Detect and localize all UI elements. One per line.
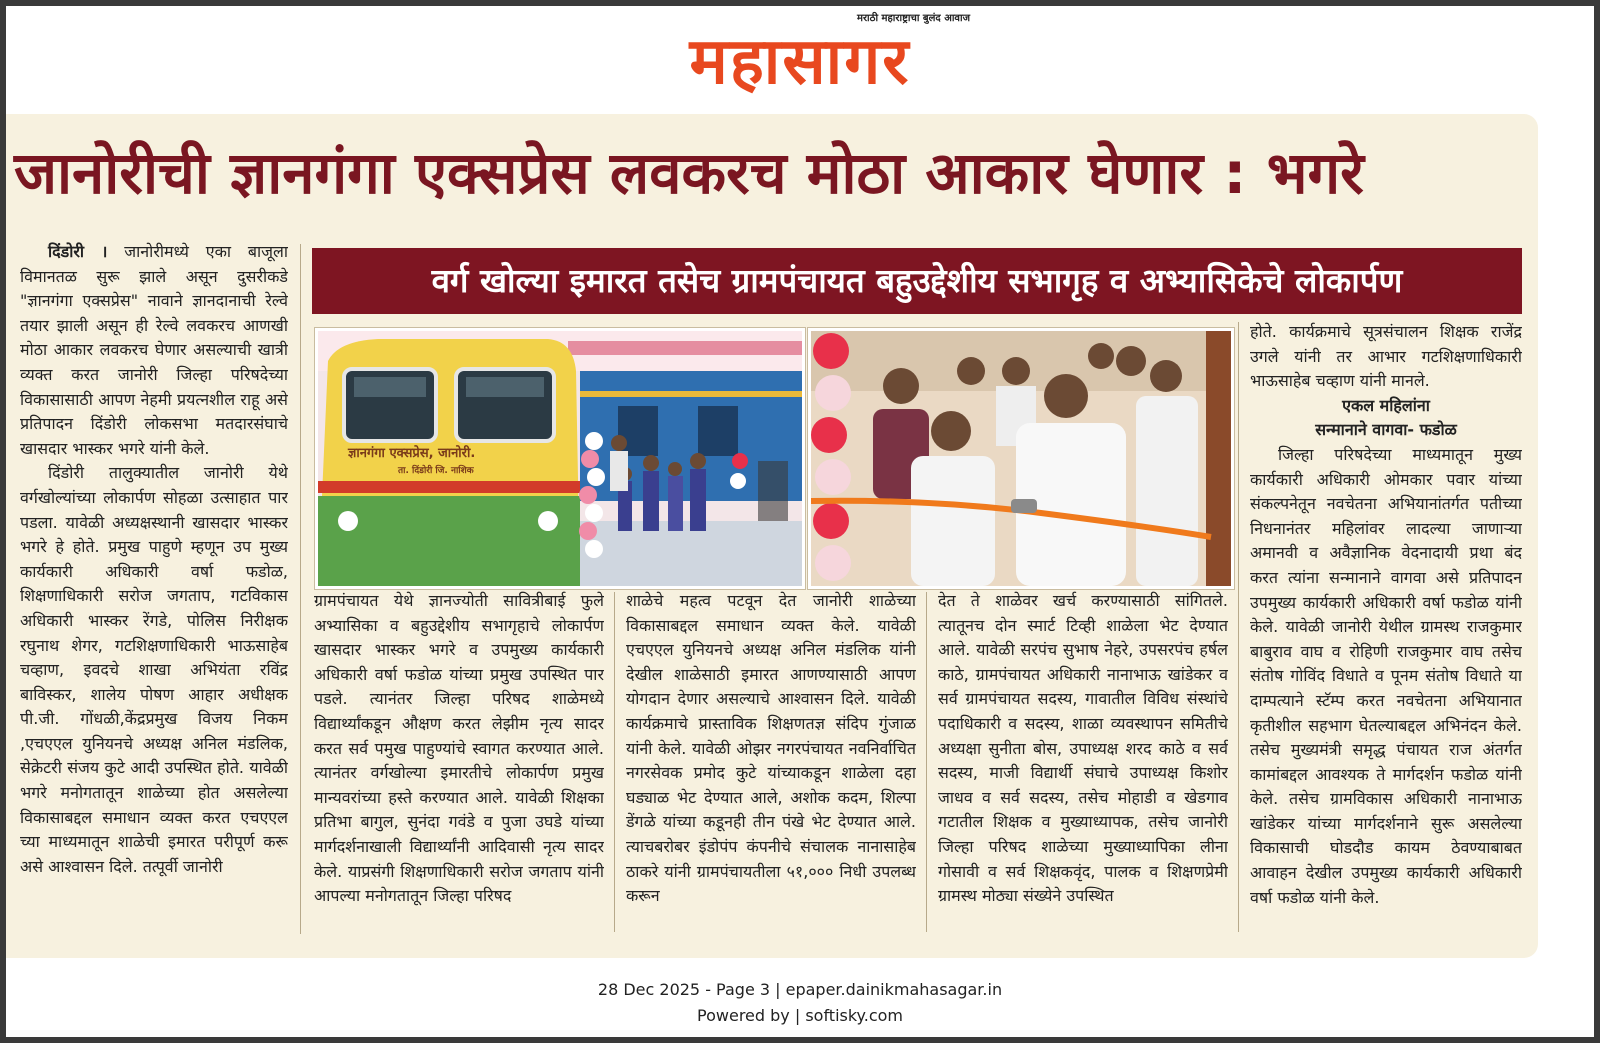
column-text: जानोरीमध्ये एका बाजूला विमानतळ सुरू झाले असून दुसरीकडे "ज्ञानगंगा एक्सप्रेस" नावाने ज्ञानदानाची रेल्वे तयार झाली असून ही रेल्वे लवकरच आणखी मोठा आकार लवकरच घेणार असल्याची खात्री व्यक्त करत जानोरी जिल्हा परिषदेच्या विकासासाठी आपण नेहमी प्रयत्नशील राहू असे प्रतिपादन दिंडोरी लोकसभा मतदारसंघाचे खासदार भास्कर भगरे यांनी केले. [20,242,288,458]
dateline: दिंडोरी । [48,242,108,261]
section-subtitle: एकल महिलांना [1342,395,1430,415]
column-divider [300,244,301,934]
column-paragraph: होते. कार्यक्रमाचे सूत्रसंचालन शिक्षक राजेंद्र उगले यांनी तर आभार गटशिक्षणाधिकारी भाऊसाहेब चव्हाण यांनी मानले. [1250,322,1522,391]
ribbon-cutting-image [811,331,1231,586]
column-divider [1238,322,1239,932]
train-school-image [318,331,802,586]
footer-powered-by: Powered by | softisky.com [697,1006,903,1025]
column-divider [614,592,615,932]
column-paragraph: जिल्हा परिषदेच्या माध्यमातून मुख्य कार्यकारी अधिकारी ओमकार पवार यांच्या संकल्पनेतून नवचेतना अभियानांतर्गत पतीच्या निधनानंतर महिलांवर लादल्या जाणाऱ्या अमानवी व अवैज्ञानिक वेदनादायी प्रथा बंद करत त्यांना सन्मानाने वागवा असे प्रतिपादन उपमुख्य कार्यकारी अधिकारी वर्षा फडोळ यांनी केले. यावेळी जानोरी येथील ग्रामस्थ राजकुमार बाबुराव वाघ व रोहिणी राजकुमार वाघ तसेच संतोष गोविंद विधाते व पूनम संतोष विधाते या दाम्पत्याने स्टॅम्प करत नवचेतना अभियानात कृतीशील सहभाग घेतल्याबद्दल अभिनंदन केले. तसेच मुख्यमंत्री समृद्ध पंचायत राज अंतर्गत कामांबद्दल आवश्यक ते मार्गदर्शन फडोळ यांनी केले. तसेच ग्रामविकास अधिकारी नानाभाऊ खांडेकर यांच्या मार्गदर्शनाने सुरू असलेल्या विकासाची घोडदौड कायम ठेवण्याबाबत आवाहन देखील उपमुख्य कार्यकारी अधिकारी वर्षा फडोळ यांनी केले. [1250,444,1522,907]
article-column-4 [938,589,1228,939]
ribbon-cutting-photo [808,328,1234,589]
newspaper-logo: महासागर [689,25,911,99]
train-school-photo [315,328,805,589]
train-sign-text: ज्ञानगंगा एक्सप्रेस, जानोरी. [348,446,476,461]
article-column-2 [314,589,604,939]
article-column-1 [20,240,288,940]
masthead [630,8,970,108]
footer-page-info: 28 Dec 2025 - Page 3 | epaper.dainikmahasagar.in [597,980,1003,999]
column-paragraph: देत ते शाळेवर खर्च करण्यासाठी सांगितले. त्यातूनच दोन स्मार्ट टिव्ही शाळेला भेट देण्यात आले. यावेळी सरपंच सुभाष नेहरे, उपसरपंच हर्षल काठे, ग्रामपंचायत अधिकारी नानाभाऊ खांडेकर व सर्व ग्रामपंचायत सदस्य, गावातील विविध संस्थांचे पदाधिकारी व सदस्य, शाळा व्यवस्थापन समितीचे अध्यक्षा सुनीता बोस, उपाध्यक्ष शरद काठे व सर्व सदस्य, माजी विद्यार्थी संघाचे उपाध्यक्ष किशोर जाधव व सर्व सदस्य, तसेच मोहाडी व खेडगाव गटातील शिक्षक व मुख्याध्यापक, तसेच जानोरी जिल्हा परिषद शाळेच्या मुख्याध्यापिका लीना गोसावी व सर्व शिक्षकवृंद, पालक व शिक्षणप्रेमी ग्रामस्थ मोठ्या संख्येने उपस्थित [938,591,1228,906]
column-paragraph: ग्रामपंचायत येथे ज्ञानज्योती सावित्रीबाई फुले अभ्यासिका व बहुउद्देशीय सभागृहाचे लोकार्पण खासदार भास्कर भगरे व उपमुख्य कार्यकारी अधिकारी वर्षा फडोळ यांच्या प्रमुख उपस्थित पार पडले. त्यानंतर जिल्हा परिषद शाळेमध्ये विद्यार्थ्यांकडून औक्षण करत लेझीम नृत्य सादर करत सर्व पमुख पाहुण्यांचे स्वागत करण्यात आले. त्यानंतर वर्गखोल्या इमारतीचे लोकार्पण प्रमुख मान्यवरांच्या हस्ते करण्यात आले. यावेळी शिक्षका प्रतिभा बागुल, सुनंदा गवंडे व पुजा उघडे यांच्या मार्गदर्शनाखाली विद्यार्थ्यांनी आदिवासी नृत्य सादर केले. याप्रसंगी शिक्षणाधिकारी सरोज जगताप यांनी आपल्या मनोगतातून जिल्हा परिषद [314,591,604,906]
article-subheadline: वर्ग खोल्या इमारत तसेच ग्रामपंचायत बहुउद्देशीय सभागृह व अभ्यासिकेचे लोकार्पण [312,248,1522,314]
column-paragraph: शाळेचे महत्व पटवून देत जानोरी शाळेच्या विकासाबद्दल समाधान व्यक्त केले. यावेळी एचएएल युनियनचे अध्यक्ष अनिल मंडलिक यांनी देखील शाळेसाठी इमारत आणण्यासाठी आपण योगदान देणार असल्याचे आश्वासन दिले. यावेळी कार्यक्रमाचे प्रास्ताविक शिक्षणतज्ञ संदिप गुंजाळ यांनी केले. यावेळी ओझर नगरपंचायत नवनिर्वाचित नगरसेवक प्रमोद कुटे यांच्याकडून शाळेला दहा घड्याळ भेट देण्यात आले, अशोक कदम, शिल्पा डेंगळे यांच्या कडूनही तीन पंखे भेट देण्यात आले. त्याचबरोबर इंडोपंप कंपनीचे संचालक नानासाहेब ठाकरे यांनी ग्रामपंचायतीला ५१,००० निधी उपलब्ध करून [626,591,916,906]
article-column-3 [626,589,916,939]
article-column-5 [1250,320,1522,940]
train-sign-subtext: ता. दिंडोरी जि. नाशिक [398,466,474,476]
column-divider [926,592,927,932]
masthead-tagline: मराठी महाराष्ट्राचा बुलंद आवाज [856,13,970,24]
section-subtitle: सन्मानाने वागवा- फडोळ [1315,420,1457,440]
column-paragraph: दिंडोरी तालुक्यातील जानोरी येथे वर्गखोल्यांच्या लोकार्पण सोहळा उत्साहात पार पडला. यावेळी अध्यक्षस्थानी खासदार भास्कर भगरे हे होते. प्रमुख पाहुणे म्हणून उप मुख्य कार्यकारी अधिकारी वर्षा फडोळ, शिक्षणाधिकारी सरोज जगताप, गटविकास अधिकारी भास्कर रेंगडे, पोलिस निरीक्षक रघुनाथ शेगर, गटशिक्षणाधिकारी भाऊसाहेब चव्हाण, इवदचे शाखा अभियंता रविंद्र बाविस्कर, शालेय पोषण आहार अधीक्षक पी.जी. गोंधळी,केंद्रप्रमुख विजय निकम ,एचएएल युनियनचे अध्यक्ष अनिल मंडलिक, सेक्रेटरी संजय कुटे आदी उपस्थित होते. यावेळी भगरे मनोगतातून शाळेच्या होत असलेल्या विकासाबद्दल समाधान व्यक्त करत एचएएल च्या माध्यमातून शाळेची इमारत परीपूर्ण करू असे आश्वासन दिले. तत्पूर्वी जानोरी [20,463,288,876]
column-paragraph [20,240,288,461]
article-headline: जानोरीची ज्ञानगंगा एक्सप्रेस लवकरच मोठा आकार घेणार : भगरे [14,139,1364,207]
